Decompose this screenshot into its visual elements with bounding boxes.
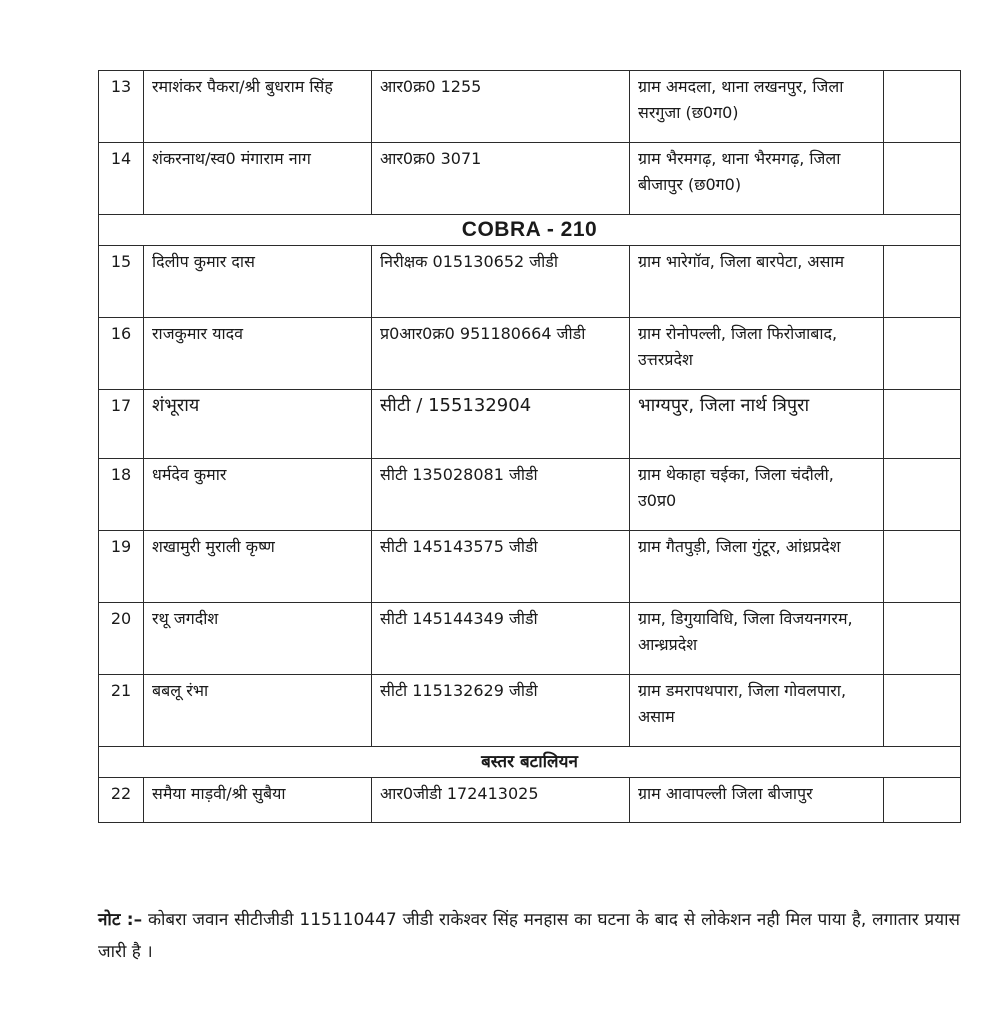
section-heading-bastar: बस्तर बटालियन bbox=[99, 747, 961, 778]
serial-number: 20 bbox=[99, 603, 144, 675]
empty-cell bbox=[884, 71, 961, 143]
person-name: समैया माड़वी/श्री सुबैया bbox=[144, 778, 372, 823]
service-id: सीटी 145144349 जीडी bbox=[372, 603, 630, 675]
serial-number: 22 bbox=[99, 778, 144, 823]
empty-cell bbox=[884, 531, 961, 603]
service-id: सीटी 115132629 जीडी bbox=[372, 675, 630, 747]
person-name: बबलू रंभा bbox=[144, 675, 372, 747]
note-label: नोट :– bbox=[98, 910, 143, 930]
person-name: दिलीप कुमार दास bbox=[144, 246, 372, 318]
service-id: निरीक्षक 015130652 जीडी bbox=[372, 246, 630, 318]
person-name: शंकरनाथ/स्व0 मंगाराम नाग bbox=[144, 143, 372, 215]
address: ग्राम थेकाहा चईका, जिला चंदौली, उ0प्र0 bbox=[630, 459, 884, 531]
person-name: राजकुमार यादव bbox=[144, 318, 372, 390]
table-row bbox=[99, 675, 961, 747]
address: ग्राम आवापल्ली जिला बीजापुर bbox=[630, 778, 884, 823]
serial-number: 16 bbox=[99, 318, 144, 390]
table-row bbox=[99, 143, 961, 215]
person-name: धर्मदेव कुमार bbox=[144, 459, 372, 531]
serial-number: 21 bbox=[99, 675, 144, 747]
serial-number: 17 bbox=[99, 390, 144, 459]
person-name: रथू जगदीश bbox=[144, 603, 372, 675]
section-row-cobra bbox=[99, 215, 961, 246]
address: ग्राम अमदला, थाना लखनपुर, जिला सरगुजा (छ0ग0) bbox=[630, 71, 884, 143]
serial-number: 14 bbox=[99, 143, 144, 215]
person-name: रमाशंकर पैकरा/श्री बुधराम सिंह bbox=[144, 71, 372, 143]
person-name: शंभूराय bbox=[144, 390, 372, 459]
person-name: शखामुरी मुराली कृष्ण bbox=[144, 531, 372, 603]
note-text: कोबरा जवान सीटीजीडी 115110447 जीडी राकेश्वर सिंह मनहास का घटना के बाद से लोकेशन नही मिल पाया है, लगातार प्रयास जारी है । bbox=[98, 910, 960, 962]
empty-cell bbox=[884, 459, 961, 531]
empty-cell bbox=[884, 318, 961, 390]
address: ग्राम, डिगुयाविधि, जिला विजयनगरम, आन्ध्रप्रदेश bbox=[630, 603, 884, 675]
service-id: सीटी 145143575 जीडी bbox=[372, 531, 630, 603]
service-id: सीटी 135028081 जीडी bbox=[372, 459, 630, 531]
serial-number: 19 bbox=[99, 531, 144, 603]
empty-cell bbox=[884, 390, 961, 459]
empty-cell bbox=[884, 603, 961, 675]
serial-number: 15 bbox=[99, 246, 144, 318]
service-id: आर0जीडी 172413025 bbox=[372, 778, 630, 823]
table-row bbox=[99, 531, 961, 603]
service-id: सीटी / 155132904 bbox=[372, 390, 630, 459]
section-heading-cobra: COBRA - 210 bbox=[99, 215, 961, 246]
table-row bbox=[99, 246, 961, 318]
service-id: प्र0आर0क्र0 951180664 जीडी bbox=[372, 318, 630, 390]
personnel-table bbox=[98, 70, 961, 823]
serial-number: 18 bbox=[99, 459, 144, 531]
empty-cell bbox=[884, 143, 961, 215]
service-id: आर0क्र0 1255 bbox=[372, 71, 630, 143]
empty-cell bbox=[884, 246, 961, 318]
address: भाग्यपुर, जिला नार्थ त्रिपुरा bbox=[630, 390, 884, 459]
table-row bbox=[99, 318, 961, 390]
table-row bbox=[99, 778, 961, 823]
table-row bbox=[99, 390, 961, 459]
empty-cell bbox=[884, 675, 961, 747]
empty-cell bbox=[884, 778, 961, 823]
footnote bbox=[98, 904, 960, 968]
address: ग्राम रोनोपल्ली, जिला फिरोजाबाद, उत्तरप्रदेश bbox=[630, 318, 884, 390]
service-id: आर0क्र0 3071 bbox=[372, 143, 630, 215]
address: ग्राम गैतपुड़ी, जिला गुंटूर, आंध्रप्रदेश bbox=[630, 531, 884, 603]
address: ग्राम भैरमगढ़, थाना भैरमगढ़, जिला बीजापुर (छ0ग0) bbox=[630, 143, 884, 215]
section-row-bastar bbox=[99, 747, 961, 778]
serial-number: 13 bbox=[99, 71, 144, 143]
address: ग्राम भारेगॉव, जिला बारपेटा, असाम bbox=[630, 246, 884, 318]
address: ग्राम डमरापथपारा, जिला गोवलपारा, असाम bbox=[630, 675, 884, 747]
table-row bbox=[99, 459, 961, 531]
table-row bbox=[99, 603, 961, 675]
table-row bbox=[99, 71, 961, 143]
